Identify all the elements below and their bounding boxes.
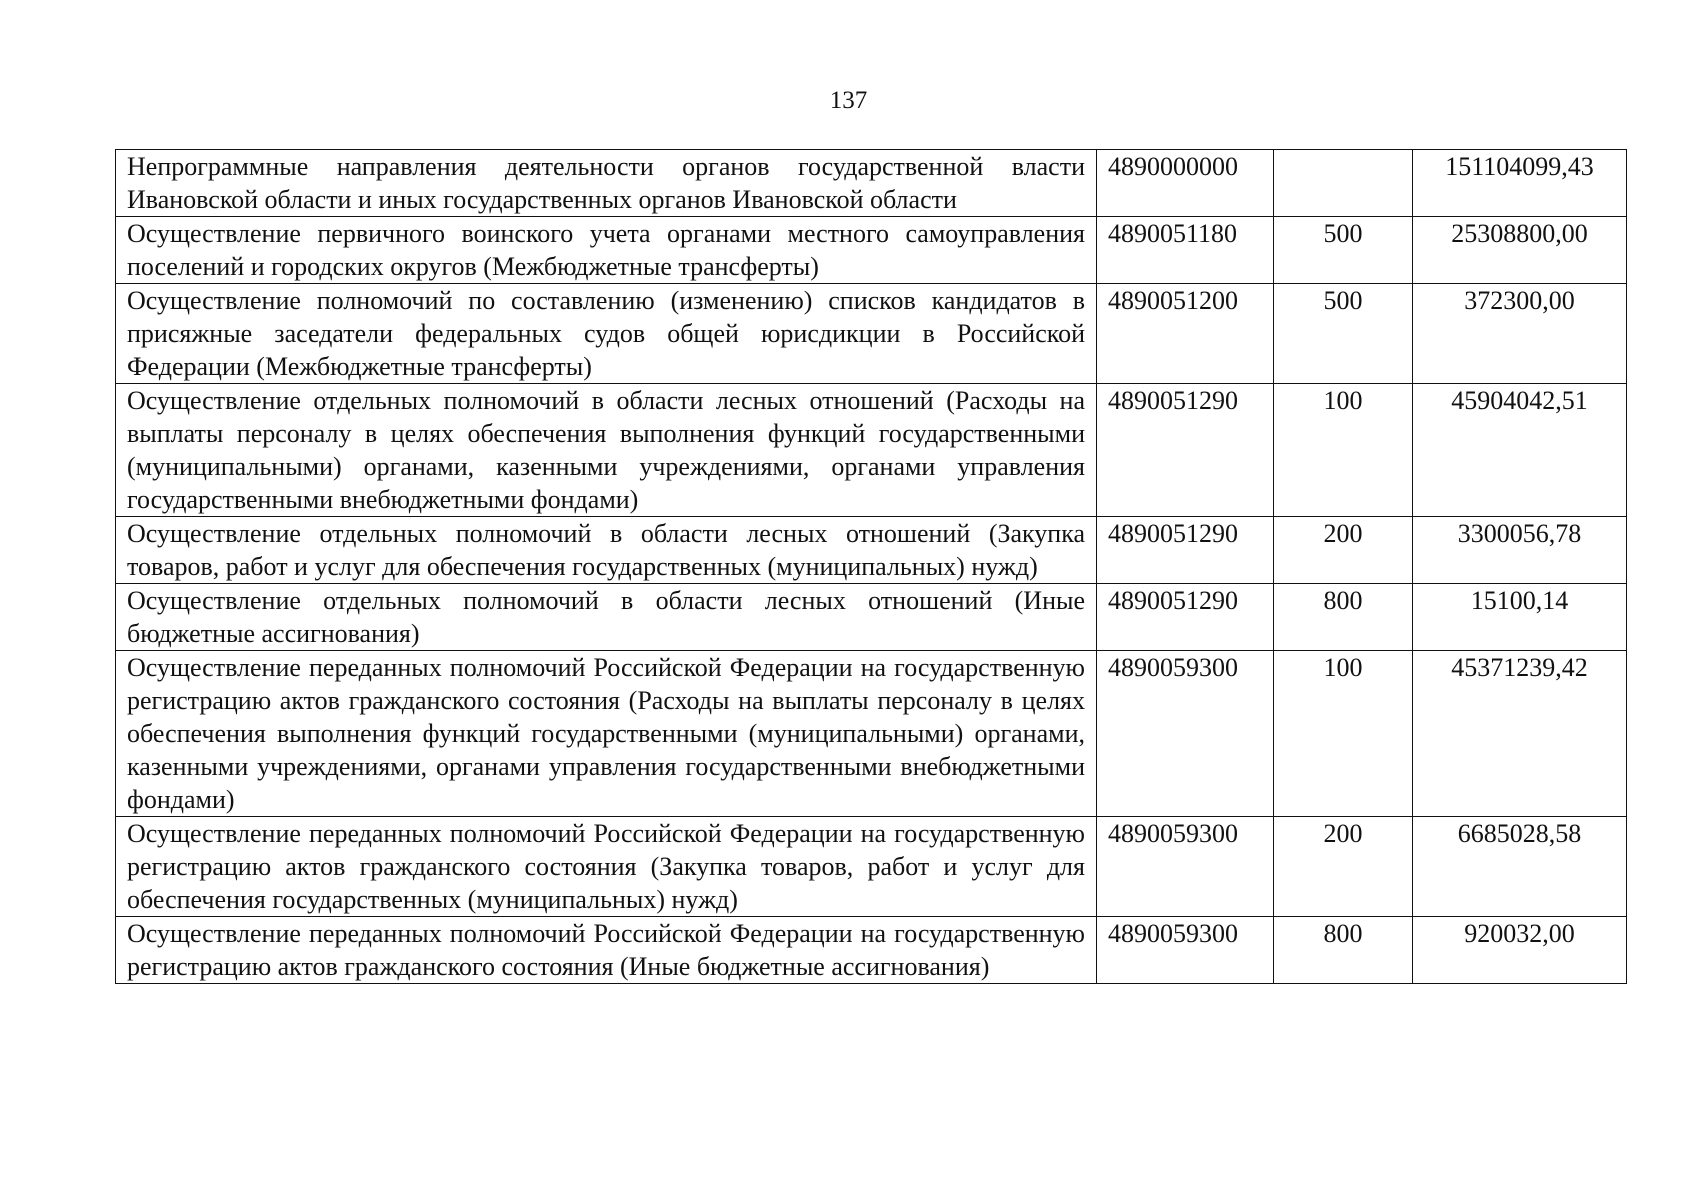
row-amount: 920032,00 <box>1413 917 1627 984</box>
row-amount: 151104099,43 <box>1413 150 1627 217</box>
table-row <box>116 517 1627 584</box>
table-row <box>116 217 1627 284</box>
row-description: Осуществление отдельных полномочий в области лесных отношений (Закупка товаров, работ и услуг для обеспечения государственных (муниципальных) нужд) <box>116 517 1097 584</box>
table-row <box>116 150 1627 217</box>
row-description: Непрограммные направления деятельности органов государственной власти Ивановской области и иных государственных органов Ивановской области <box>116 150 1097 217</box>
row-amount: 15100,14 <box>1413 584 1627 651</box>
row-target-code: 4890051290 <box>1097 384 1274 517</box>
row-expense-type: 500 <box>1274 217 1413 284</box>
row-target-code: 4890051290 <box>1097 584 1274 651</box>
row-target-code: 4890059300 <box>1097 651 1274 817</box>
row-description: Осуществление первичного воинского учета органами местного самоуправления поселений и городских округов (Межбюджетные трансферты) <box>116 217 1097 284</box>
row-target-code: 4890059300 <box>1097 817 1274 917</box>
row-expense-type: 800 <box>1274 584 1413 651</box>
table-row <box>116 384 1627 517</box>
row-description: Осуществление переданных полномочий Российской Федерации на государственную регистрацию актов гражданского состояния (Иные бюджетные ассигнования) <box>116 917 1097 984</box>
row-expense-type: 200 <box>1274 517 1413 584</box>
row-target-code: 4890051180 <box>1097 217 1274 284</box>
page-number: 137 <box>829 87 868 114</box>
row-description: Осуществление отдельных полномочий в области лесных отношений (Расходы на выплаты персоналу в целях обеспечения выполнения функций государственными (муниципальными) органами, казенными учреждениями, органами управления государственными внебюджетными фондами) <box>116 384 1097 517</box>
table-row <box>116 917 1627 984</box>
row-amount: 372300,00 <box>1413 284 1627 384</box>
row-amount: 45904042,51 <box>1413 384 1627 517</box>
row-expense-type: 100 <box>1274 384 1413 517</box>
row-target-code: 4890059300 <box>1097 917 1274 984</box>
row-amount: 25308800,00 <box>1413 217 1627 284</box>
row-description: Осуществление отдельных полномочий в области лесных отношений (Иные бюджетные ассигнования) <box>116 584 1097 651</box>
row-target-code: 4890000000 <box>1097 150 1274 217</box>
row-expense-type: 200 <box>1274 817 1413 917</box>
row-expense-type: 800 <box>1274 917 1413 984</box>
row-expense-type: 100 <box>1274 651 1413 817</box>
row-description: Осуществление полномочий по составлению (изменению) списков кандидатов в присяжные заседатели федеральных судов общей юрисдикции в Российской Федерации (Межбюджетные трансферты) <box>116 284 1097 384</box>
row-amount: 3300056,78 <box>1413 517 1627 584</box>
row-description: Осуществление переданных полномочий Российской Федерации на государственную регистрацию актов гражданского состояния (Закупка товаров, работ и услуг для обеспечения государственных (муниципальных) нужд) <box>116 817 1097 917</box>
row-description: Осуществление переданных полномочий Российской Федерации на государственную регистрацию актов гражданского состояния (Расходы на выплаты персоналу в целях обеспечения выполнения функций государственными (муниципальными) органами, казенными учреждениями, органами управления государственными внебюджетными фондами) <box>116 651 1097 817</box>
table-row <box>116 284 1627 384</box>
row-amount: 45371239,42 <box>1413 651 1627 817</box>
budget-table <box>115 149 1627 984</box>
row-expense-type: 500 <box>1274 284 1413 384</box>
row-target-code: 4890051200 <box>1097 284 1274 384</box>
row-target-code: 4890051290 <box>1097 517 1274 584</box>
row-expense-type <box>1274 150 1413 217</box>
table-row <box>116 651 1627 817</box>
table-row <box>116 584 1627 651</box>
table-row <box>116 817 1627 917</box>
row-amount: 6685028,58 <box>1413 817 1627 917</box>
